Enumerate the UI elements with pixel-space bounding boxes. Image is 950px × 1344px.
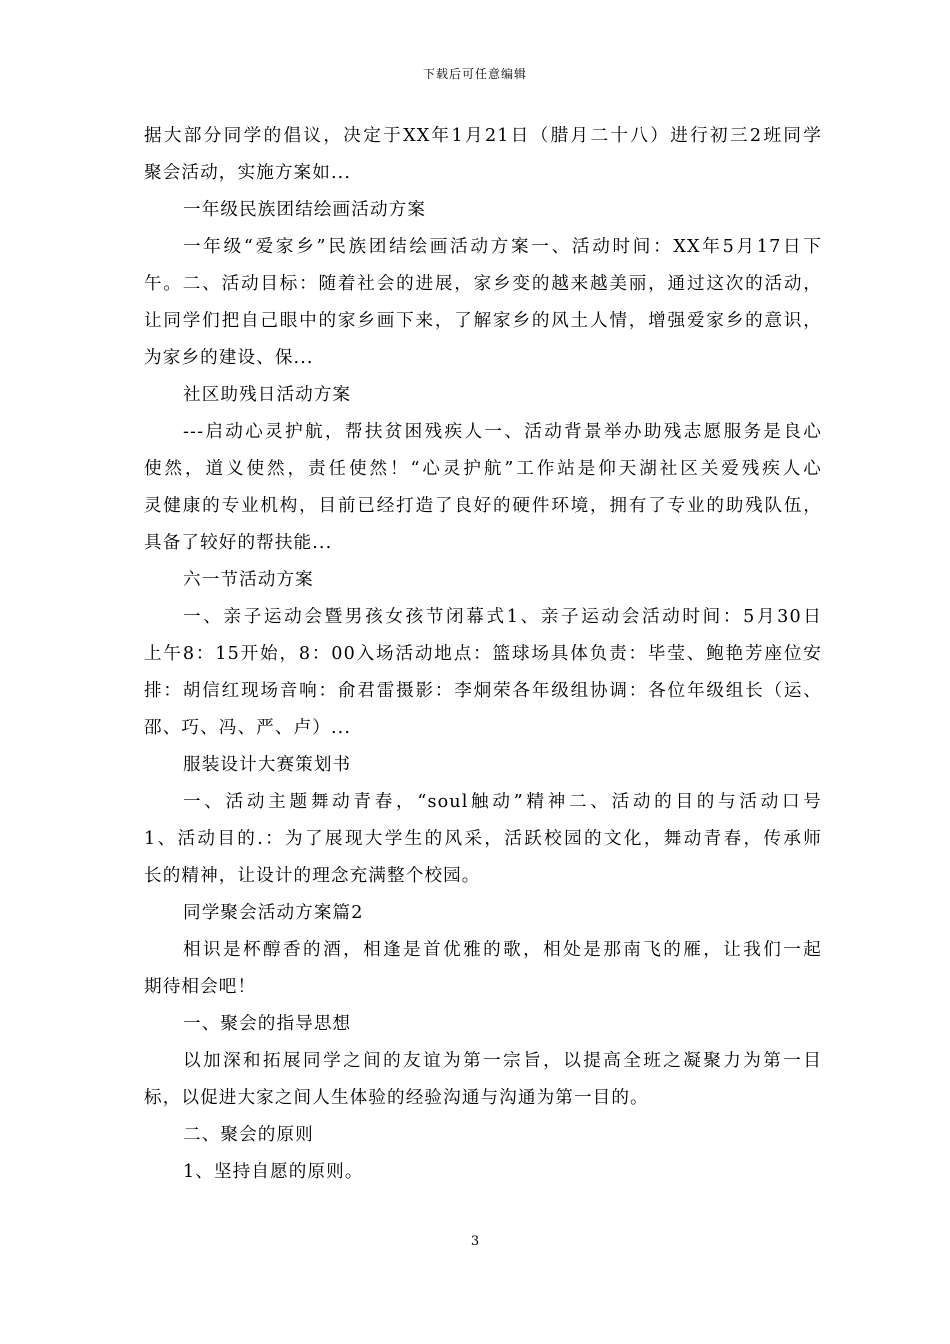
text-line: 1、坚持自愿的原则。 (183, 1162, 364, 1182)
text-line: 据大部分同学的倡议，决定于XX年1月21日（腊月二十八）进行初三2班同学 (144, 126, 822, 146)
text-line: 二、聚会的原则 (183, 1125, 314, 1145)
text-line: 以加深和拓展同学之间的友谊为第一宗旨，以提高全班之凝聚力为第一目 (183, 1051, 822, 1071)
text-line: 期待相会吧！ (144, 977, 257, 997)
text-line: 为家乡的建设、保... (144, 348, 314, 368)
text-line: 午。二、活动目标：随着社会的进展，家乡变的越来越美丽，通过这次的活动， (144, 274, 822, 294)
page-number: 3 (470, 1234, 480, 1249)
text-line: 一年级“爱家乡”民族团结绘画活动方案一、活动时间：XX年5月17日下 (183, 237, 822, 257)
text-line: 一、聚会的指导思想 (183, 1014, 352, 1034)
text-line: 一、活动主题舞动青春，“soul触动”精神二、活动的目的与活动口号 (183, 792, 822, 812)
text-line: 上午8：15开始，8：00入场活动地点：篮球场具体负责：毕莹、鲍艳芳座位安 (144, 644, 822, 664)
text-line: 1、活动目的.：为了展现大学生的风采，活跃校园的文化，舞动青春，传承师 (144, 829, 822, 849)
text-line: 让同学们把自己眼中的家乡画下来，了解家乡的风土人情，增强爱家乡的意识， (144, 311, 822, 331)
text-line: 同学聚会活动方案篇2 (183, 903, 364, 923)
text-line: 具备了较好的帮扶能... (144, 533, 333, 553)
text-line: 一年级民族团结绘画活动方案 (183, 200, 427, 220)
text-line: 服装设计大赛策划书 (183, 755, 352, 775)
text-line: 聚会活动，实施方案如... (144, 163, 352, 183)
text-line: 使然，道义使然，责任使然！“心灵护航”工作站是仰天湖社区关爱残疾人心 (144, 459, 822, 479)
text-line: 邵、巧、冯、严、卢）... (144, 718, 352, 738)
page-header: 下载后可任意编辑 (422, 67, 527, 81)
text-line: 长的精神，让设计的理念充满整个校园。 (144, 866, 481, 886)
text-line: 相识是杯醇香的酒，相逢是首优雅的歌，相处是那南飞的雁，让我们一起 (183, 940, 822, 960)
text-line: 六一节活动方案 (183, 570, 314, 590)
text-line: 一、亲子运动会暨男孩女孩节闭幕式1、亲子运动会活动时间：5月30日 (183, 607, 822, 627)
text-line: ---启动心灵护航，帮扶贫困残疾人一、活动背景举办助残志愿服务是良心 (183, 422, 822, 442)
document-body (144, 118, 822, 1191)
text-line: 社区助残日活动方案 (183, 385, 352, 405)
text-line: 标，以促进大家之间人生体验的经验沟通与沟通为第一目的。 (144, 1088, 649, 1108)
text-line: 灵健康的专业机构，目前已经打造了良好的硬件环境，拥有了专业的助残队伍， (144, 496, 822, 516)
text-line: 排：胡信红现场音响：俞君雷摄影：李炯荣各年级组协调：各位年级组长（运、 (144, 681, 822, 701)
